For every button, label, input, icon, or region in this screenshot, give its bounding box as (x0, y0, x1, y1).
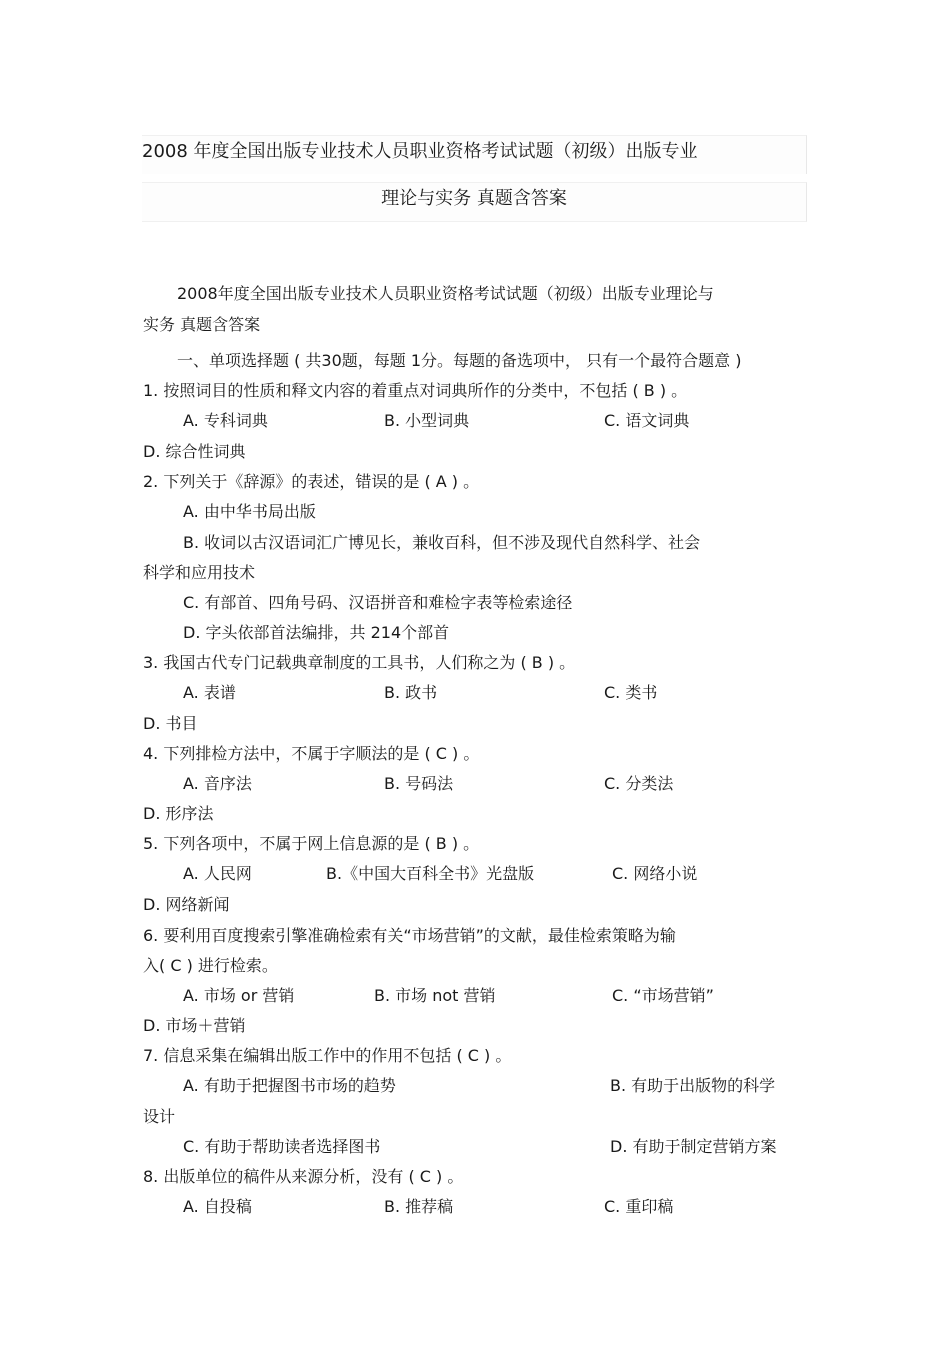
q5-option-d: D. 网络新闻 (143, 895, 230, 914)
q2-stem: 2. 下列关于《辞源》的表述，错误的是 ( A ) 。 (143, 472, 480, 491)
q3-option-d: D. 书目 (143, 714, 198, 733)
title-band-2 (142, 182, 807, 222)
q7-option-d: D. 有助于制定营销方案 (610, 1137, 777, 1156)
q4-option-d: D. 形序法 (143, 804, 214, 823)
intro-line2: 实务 真题含答案 (143, 315, 261, 334)
q1-stem: 1. 按照词目的性质和释文内容的着重点对词典所作的分类中，不包括 ( B ) 。 (143, 381, 688, 400)
q3-option-a: A. 表谱 (183, 683, 236, 702)
q4-stem: 4. 下列排检方法中，不属于字顺法的是 ( C ) 。 (143, 744, 480, 763)
q2-option-d: D. 字头依部首法编排，共 214个部首 (183, 623, 450, 642)
q1-option-b: B. 小型词典 (384, 411, 470, 430)
q7-option-b-line2: 设计 (143, 1107, 176, 1126)
q6-option-d: D. 市场＋营销 (143, 1016, 246, 1035)
q2-option-b-line2: 科学和应用技术 (143, 563, 256, 582)
q1-option-a: A. 专科词典 (183, 411, 268, 430)
q7-option-a: A. 有助于把握图书市场的趋势 (183, 1076, 396, 1095)
q7-option-c: C. 有助于帮助读者选择图书 (183, 1137, 381, 1156)
q7-stem: 7. 信息采集在编辑出版工作中的作用不包括 ( C ) 。 (143, 1046, 512, 1065)
q2-option-b-line1: B. 收词以古汉语词汇广博见长，兼收百科，但不涉及现代自然科学、社会 (183, 533, 701, 552)
q4-option-a: A. 音序法 (183, 774, 252, 793)
q5-option-a: A. 人民网 (183, 864, 252, 883)
q8-option-c: C. 重印稿 (604, 1197, 674, 1216)
q2-option-c: C. 有部首、四角号码、汉语拼音和难检字表等检索途径 (183, 593, 573, 612)
q7-option-b-line1: B. 有助于出版物的科学 (610, 1076, 776, 1095)
q6-option-c: C. “市场营销” (612, 986, 714, 1005)
q4-option-b: B. 号码法 (384, 774, 454, 793)
q5-stem: 5. 下列各项中，不属于网上信息源的是 ( B ) 。 (143, 834, 480, 853)
q5-option-c: C. 网络小说 (612, 864, 698, 883)
q3-stem: 3. 我国古代专门记载典章制度的工具书，人们称之为 ( B ) 。 (143, 653, 576, 672)
doc-title-line2: 理论与实务 真题含答案 (381, 188, 567, 209)
q8-option-a: A. 自投稿 (183, 1197, 252, 1216)
q6-option-a: A. 市场 or 营销 (183, 986, 295, 1005)
intro-line1: 2008年度全国出版专业技术人员职业资格考试试题（初级）出版专业理论与 (177, 284, 714, 303)
q2-option-a: A. 由中华书局出版 (183, 502, 316, 521)
q6-stem-line2: 入( C ) 进行检索。 (143, 956, 278, 975)
q1-option-c: C. 语文词典 (604, 411, 690, 430)
q4-option-c: C. 分类法 (604, 774, 674, 793)
q6-stem-line1: 6. 要利用百度搜索引擎准确检索有关“市场营销”的文献，最佳检索策略为输 (143, 926, 676, 945)
q3-option-b: B. 政书 (384, 683, 438, 702)
q8-stem: 8. 出版单位的稿件从来源分析，没有 ( C ) 。 (143, 1167, 464, 1186)
doc-title-line1: 2008 年度全国出版专业技术人员职业资格考试试题（初级）出版专业 (142, 141, 698, 162)
q3-option-c: C. 类书 (604, 683, 658, 702)
q6-option-b: B. 市场 not 营销 (374, 986, 496, 1005)
section-heading: 一、单项选择题 ( 共30题，每题 1分。每题的备选项中， 只有一个最符合题意 ) (177, 351, 742, 370)
q1-option-d: D. 综合性词典 (143, 442, 246, 461)
title-band-1 (142, 135, 807, 174)
q5-option-b: B.《中国大百科全书》光盘版 (326, 864, 535, 883)
q8-option-b: B. 推荐稿 (384, 1197, 454, 1216)
